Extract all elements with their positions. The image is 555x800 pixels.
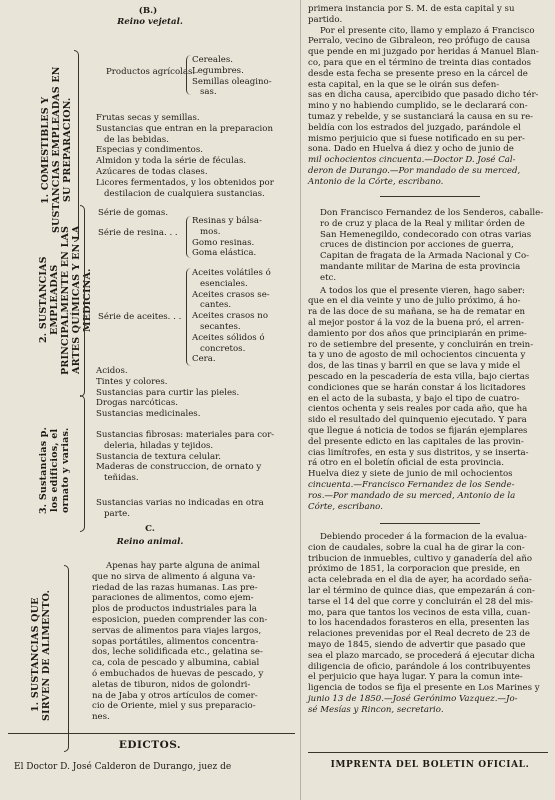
text-line: al mejor postor á la voz de la buena pró, el arren-: [308, 317, 524, 328]
text-line: Capitan de fragata de la Armada Nacional y Co-: [320, 251, 530, 262]
list-item: Drogas narcóticas.: [96, 398, 178, 409]
text-line: ra de las doce de su mañana, se ha de rematar en: [308, 307, 526, 318]
edicto-opening: El Doctor D. José Calderon de Durango, juez de: [14, 762, 232, 772]
list-item: Sustancias fibrosas: materiales para cor-: [96, 430, 275, 440]
text-line: lar el término de quince dias, que empezarán á con-: [308, 585, 535, 596]
list-item: Tintes y colores.: [96, 376, 168, 387]
text-line: Huelva diez y siete de junio de mil ochocientos: [308, 469, 513, 480]
text-line: sé Mesías y Rincon, secretario.: [308, 704, 444, 715]
text-line: mino y no habiendo cumplido, se le declarará con-: [308, 101, 528, 112]
text-line: que no sirva de alimento á alguna va-: [92, 571, 256, 582]
aceites-items: [192, 268, 292, 365]
text-line: desde esta fecha se presente preso en la cárcel de: [308, 68, 528, 79]
text-line: el perjuicio que haya lugar. Y para la comun inte-: [308, 672, 523, 683]
text-line: sas en dicha causa, apercibido que pasado dicho tér-: [308, 90, 539, 101]
agri-item: Cereales.: [192, 55, 233, 65]
text-line: acta celebrada en el dia de ayer, ha acordado seña-: [308, 575, 532, 586]
list-item: Goma elástica.: [192, 248, 257, 259]
text-line: rá otro en el boletín oficial de esta provincia.: [308, 458, 505, 469]
list-item: parte.: [104, 508, 131, 519]
category-label-comestibles: 1. COMESTIBLES Y SUSTANCIAS EMPLEADAS EN SU PREPARACION.: [40, 66, 73, 234]
text-line: co, para que en el término de treinta dias contados: [308, 57, 532, 68]
text-line: Por el presente cito, llamo y emplazo á Francisco: [320, 25, 535, 36]
text-line: partido.: [308, 14, 343, 25]
agri-item: sas.: [200, 87, 217, 98]
text-line: ro de setiembre del presente, y concluirán en trein-: [308, 339, 534, 350]
text-line: mil ochocientos cincuenta.—Doctor D. José Cal-: [308, 155, 516, 166]
edict-paragraph-1: [308, 4, 548, 188]
brace: [186, 55, 191, 95]
text-line: to los hacendados forasteros en ella, presenten las: [308, 618, 530, 629]
text-line: sopas portátiles, alimentos concentra-: [92, 636, 259, 647]
agri-item: Legumbres.: [192, 65, 244, 76]
text-line: sea el plazo marcado, se procederá á ejecutar dicha: [308, 650, 535, 661]
text-line: cincuenta.—Francisco Fernandez de los Sende-: [308, 479, 515, 490]
text-line: ligencia de todos se fija el presente en Los Marines y: [308, 683, 540, 694]
text-line: A todos los que el presente vieren, hago saber:: [320, 285, 525, 296]
list-item: Aceites crasos no: [192, 311, 269, 322]
text-line: servas de alimentos para viajes largos,: [92, 625, 262, 636]
text-line: tumaz y rebelde, y se sustanciará la causa en su re-: [308, 111, 534, 122]
text-line: próximo de 1851, la corporacion que preside, en: [308, 564, 521, 575]
text-line: condiciones que se harán constar á los licitadores: [308, 382, 526, 393]
list-item: Gomo resinas.: [192, 237, 255, 248]
list-item: Cera.: [192, 354, 216, 365]
list-item: Almidon y toda la série de féculas.: [96, 156, 247, 167]
reino-vegetal-heading: Reino vejetal.: [117, 17, 183, 27]
category-label-edificios: 3. Sustancias p. los edificios, el ornato y varias.: [38, 426, 71, 514]
productos-agricolas-label: Productos agrícolas.: [106, 67, 196, 77]
resina-items: [192, 216, 287, 259]
list-item: teñidas.: [104, 473, 139, 484]
text-line: mayo de 1845, siendo de advertir que pasado que: [308, 639, 526, 650]
text-line: que llegue á noticia de todos se fijarán ejemplares: [308, 425, 528, 436]
text-line: Debiendo proceder á la formacion de la evalua-: [320, 532, 527, 542]
text-line: tarse el 14 del que corre y concluirán el 28 del mis-: [308, 596, 534, 607]
list-item: Sustancias para curtir las pieles.: [96, 387, 240, 398]
text-line: plos de productos industriales para la: [92, 604, 257, 615]
text-line: diligencia de oficio, parándole á los contribuyentes: [308, 661, 531, 672]
text-line: cion de caudales, sobre la cual ha de girar la con-: [308, 542, 525, 553]
edictos-heading: EDICTOS.: [118, 739, 182, 751]
list-item: concretos.: [200, 343, 246, 354]
text-line: ro de cruz y placa de la Real y militar órden de: [320, 218, 525, 229]
text-line: San Hemenegildo, condecorado con otras varias: [320, 229, 532, 240]
text-line: etc.: [320, 272, 337, 283]
text-line: Perralo, vecino de Gibraleon, reo prófugo de causa: [308, 36, 531, 47]
text-line: mo, para que tantos los vecinos de esta villa, cuan-: [308, 607, 531, 618]
text-line: ó embuchados de huevas de pescado, y: [92, 668, 264, 679]
text-line: paraciones de alimentos, como ejem-: [92, 593, 254, 604]
serie-resina: Série de resina. . .: [98, 228, 178, 238]
list-item: Sustancia de textura celular.: [96, 451, 221, 462]
reino-animal-heading: Reino animal.: [116, 537, 184, 547]
text-line: pescado en la pescadería de esta villa, bajo ciertas: [308, 371, 530, 382]
list-item: mos.: [200, 226, 221, 237]
divider: [8, 733, 295, 734]
list-item: deleria, hiladas y tejidos.: [104, 440, 214, 451]
text-line: cias limítrofes, en esta y sus distritos, y se inserta-: [308, 447, 529, 458]
group3-list: [96, 430, 291, 484]
list-item: Azúcares de todas clases.: [96, 166, 208, 177]
text-line: junio 13 de 1850.—José Gerónimo Vazquez.—Jo-: [308, 693, 518, 704]
category-bracket: [64, 565, 69, 752]
text-line: Don Francisco Fernandez de los Senderos, caballe-: [320, 208, 544, 218]
text-line: dos, leche solidificada etc., gelatina se-: [92, 647, 263, 658]
serie-aceites: Série de aceites. . .: [98, 312, 182, 322]
list-item: Sustancias medicinales.: [96, 409, 201, 420]
divider: [308, 752, 548, 753]
list-item: Maderas de construccion, de ornato y: [96, 462, 262, 473]
category-bracket: [80, 395, 85, 532]
text-line: damiento por dos años que principiarán en prime-: [308, 328, 527, 339]
list-item: Sustancias que entran en la preparacion: [96, 123, 273, 134]
text-line: Córte, escribano.: [308, 501, 383, 512]
divider: [380, 196, 480, 197]
list-item: esenciales.: [200, 278, 248, 289]
list-item: Licores fermentados, y los obtenidos por: [96, 177, 274, 188]
list-item: Aceites sólidos ó: [192, 332, 265, 343]
divider: [380, 523, 480, 524]
text-line: del presente edicto en las capitales de las provin-: [308, 436, 524, 447]
list-item: Frutas secas y semillas.: [96, 113, 200, 123]
text-line: tribucion de inmuebles, cultivo y ganadería del año: [308, 553, 533, 564]
text-line: ta y uno de agosto de mil ochocientos cincuenta y: [308, 350, 526, 361]
edict-paragraph-2: [308, 208, 548, 512]
text-line: riedad de las razas humanas. Las pre-: [92, 582, 258, 593]
text-line: relaciones prevenidas por el Real decreto de 23 de: [308, 629, 531, 640]
agri-items: [192, 55, 282, 98]
text-line: en el acto de la subasta, y bajo el tipo de cuatro-: [308, 393, 520, 404]
column-divider: [300, 0, 301, 800]
list-item: Especias y condimentos.: [96, 145, 203, 156]
category-label-alimento: 1. SUSTANCIAS QUE SIRVEN DE ALIMENTO.: [30, 589, 52, 721]
text-line: que en el dia veinte y uno de julio próximo, á ho-: [308, 296, 521, 307]
group2-list: [96, 366, 291, 420]
text-line: cruces de distincion por acciones de guerra,: [320, 240, 514, 251]
varias-list: [96, 498, 291, 520]
text-line: na de Jaba y otros artículos de comer-: [92, 690, 258, 701]
text-line: esposicion, pueden comprender las con-: [92, 614, 268, 625]
text-line: mandante militar de Marina de esta provincia: [320, 261, 521, 272]
category-label-artes-quimicas: 2. SUSTANCIAS EMPLEADAS PRINCIPALMENTE EN LAS ARTES QUÍMICAS Y EN LA MEDICINA.: [38, 225, 93, 375]
category-bracket: [74, 50, 79, 242]
text-line: que pende en mi juzgado por heridas á Manuel Blan-: [308, 47, 539, 58]
animal-paragraph: [92, 561, 290, 723]
section-c-heading: C.: [145, 524, 155, 534]
list-item: secantes.: [200, 321, 241, 332]
text-line: ros.—Por mandado de su merced, Antonio de la: [308, 490, 516, 501]
list-item: destilacion de cualquiera sustancias.: [104, 188, 265, 199]
text-line: sido el resultado del quinquenio ejecutado. Y para: [308, 415, 527, 426]
list-item: Acidos.: [96, 366, 128, 376]
text-line: aletas de tiburon, nidos de golondri-: [92, 679, 251, 690]
list-item: cantes.: [200, 300, 232, 311]
list-item: Aceites crasos se-: [192, 289, 270, 300]
list-item: Sustancias varias no indicadas en otra: [96, 498, 264, 508]
serie-gomas: Série de gomas.: [98, 208, 169, 218]
text-line: dos, de las tinas y barril en que se lava y mide el: [308, 361, 521, 372]
text-line: beldía con los estrados del juzgado, parándole el: [308, 122, 521, 133]
section-b-heading: (B.): [138, 6, 158, 16]
text-line: primera instancia por S. M. de esta capital y su: [308, 4, 515, 14]
brace: [186, 216, 191, 258]
edict-paragraph-3: [308, 532, 548, 716]
list-item: de las bebidas.: [104, 134, 169, 145]
text-line: Antonio de la Córte, escribano.: [308, 176, 444, 187]
group1-list: [96, 113, 291, 199]
list-item: Aceites volátiles ó: [192, 268, 271, 278]
text-line: esta capital, en la que se le oirán sus defen-: [308, 79, 500, 90]
text-line: nes.: [92, 712, 110, 723]
text-line: Apenas hay parte alguna de animal: [106, 561, 260, 571]
imprenta-footer: IMPRENTA DEL BOLETIN OFICIAL.: [330, 760, 530, 770]
text-line: cientos ochenta y seis reales por cada año, que ha: [308, 404, 528, 415]
list-item: Resinas y bálsa-: [192, 216, 262, 226]
text-line: cio de Oriente, miel y sus preparacio-: [92, 701, 256, 712]
text-line: sona. Dado en Huelva á diez y ocho de junio de: [308, 144, 514, 155]
category-bracket: [80, 205, 85, 397]
text-line: deron de Durango.—Por mandado de su merced,: [308, 165, 521, 176]
agri-item: Semillas oleagino-: [192, 76, 272, 87]
brace: [186, 268, 191, 366]
text-line: ca, cola de pescado y albumina, cabial: [92, 658, 260, 669]
text-line: mismo perjuicio que si fuese notificado en su per-: [308, 133, 525, 144]
